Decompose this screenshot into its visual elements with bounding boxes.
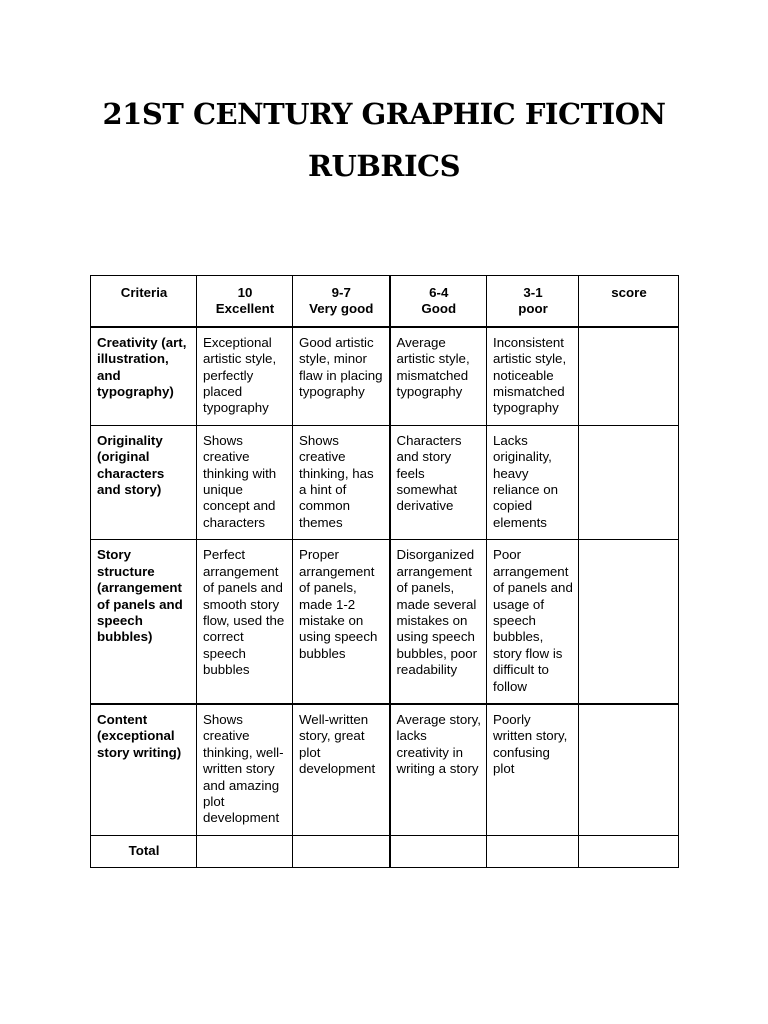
header-criteria [91,276,197,327]
header-very-good [293,276,390,327]
rubric-table [90,275,679,868]
good-cell: Average story, lacks creativity in writing a story [390,704,487,835]
excellent-cell: Shows creative thinking, well-written story and amazing plot development [197,704,293,835]
poor-cell: Poorly written story, confusing plot [487,704,579,835]
header-excellent [197,276,293,327]
criteria-cell: Content (exceptional story writing) [91,704,197,835]
total-poor-cell [487,835,579,867]
title-line-1: 21ST CENTURY GRAPHIC FICTION [102,97,666,131]
header-score-label: score [611,285,647,300]
total-row [91,835,679,867]
total-good-cell [390,835,487,867]
table-row [91,704,679,835]
header-good-points: 6-4 [429,285,449,300]
score-cell[interactable] [579,425,679,539]
total-excellent-cell [197,835,293,867]
poor-cell: Poor arrangement of panels and usage of speech bubbles, story flow is difficult to follow [487,540,579,704]
good-cell: Characters and story feels somewhat derivative [390,425,487,539]
header-good-label: Good [421,301,457,317]
header-good [390,276,487,327]
header-criteria-label: Criteria [120,285,168,300]
total-label: Total [91,835,197,867]
excellent-cell: Shows creative thinking with unique concept and characters [197,425,293,539]
header-very-good-label: Very good [309,301,374,317]
table-row [91,425,679,539]
header-very-good-points: 9-7 [331,285,351,300]
total-very-good-cell [293,835,390,867]
header-row [91,276,679,327]
table-row [91,540,679,704]
poor-cell: Inconsistent artistic style, noticeable mismatched typography [487,327,579,426]
criteria-cell: Originality (original characters and story) [91,425,197,539]
excellent-cell: Perfect arrangement of panels and smooth story flow, used the correct speech bubbles [197,540,293,704]
header-poor-label: poor [518,301,548,317]
good-cell: Average artistic style, mismatched typography [390,327,487,426]
criteria-cell: Creativity (art, illustration, and typography) [91,327,197,426]
table-row [91,327,679,426]
excellent-cell: Exceptional artistic style, perfectly placed typography [197,327,293,426]
very-good-cell: Shows creative thinking, has a hint of common themes [293,425,390,539]
very-good-cell: Good artistic style, minor flaw in placing typography [293,327,390,426]
header-score [579,276,679,327]
very-good-cell: Well-written story, great plot development [293,704,390,835]
total-score-cell[interactable] [579,835,679,867]
poor-cell: Lacks originality, heavy reliance on copied elements [487,425,579,539]
header-poor-points: 3-1 [523,285,543,300]
header-excellent-points: 10 [237,285,253,300]
good-cell: Disorganized arrangement of panels, made several mistakes on using speech bubbles, poor readability [390,540,487,704]
page-title [0,88,768,192]
title-line-2: RUBRICS [307,149,461,183]
score-cell[interactable] [579,540,679,704]
header-poor [487,276,579,327]
header-excellent-label: Excellent [215,301,275,317]
score-cell[interactable] [579,327,679,426]
very-good-cell: Proper arrangement of panels, made 1-2 mistake on using speech bubbles [293,540,390,704]
score-cell[interactable] [579,704,679,835]
criteria-cell: Story structure (arrangement of panels and speech bubbles) [91,540,197,704]
